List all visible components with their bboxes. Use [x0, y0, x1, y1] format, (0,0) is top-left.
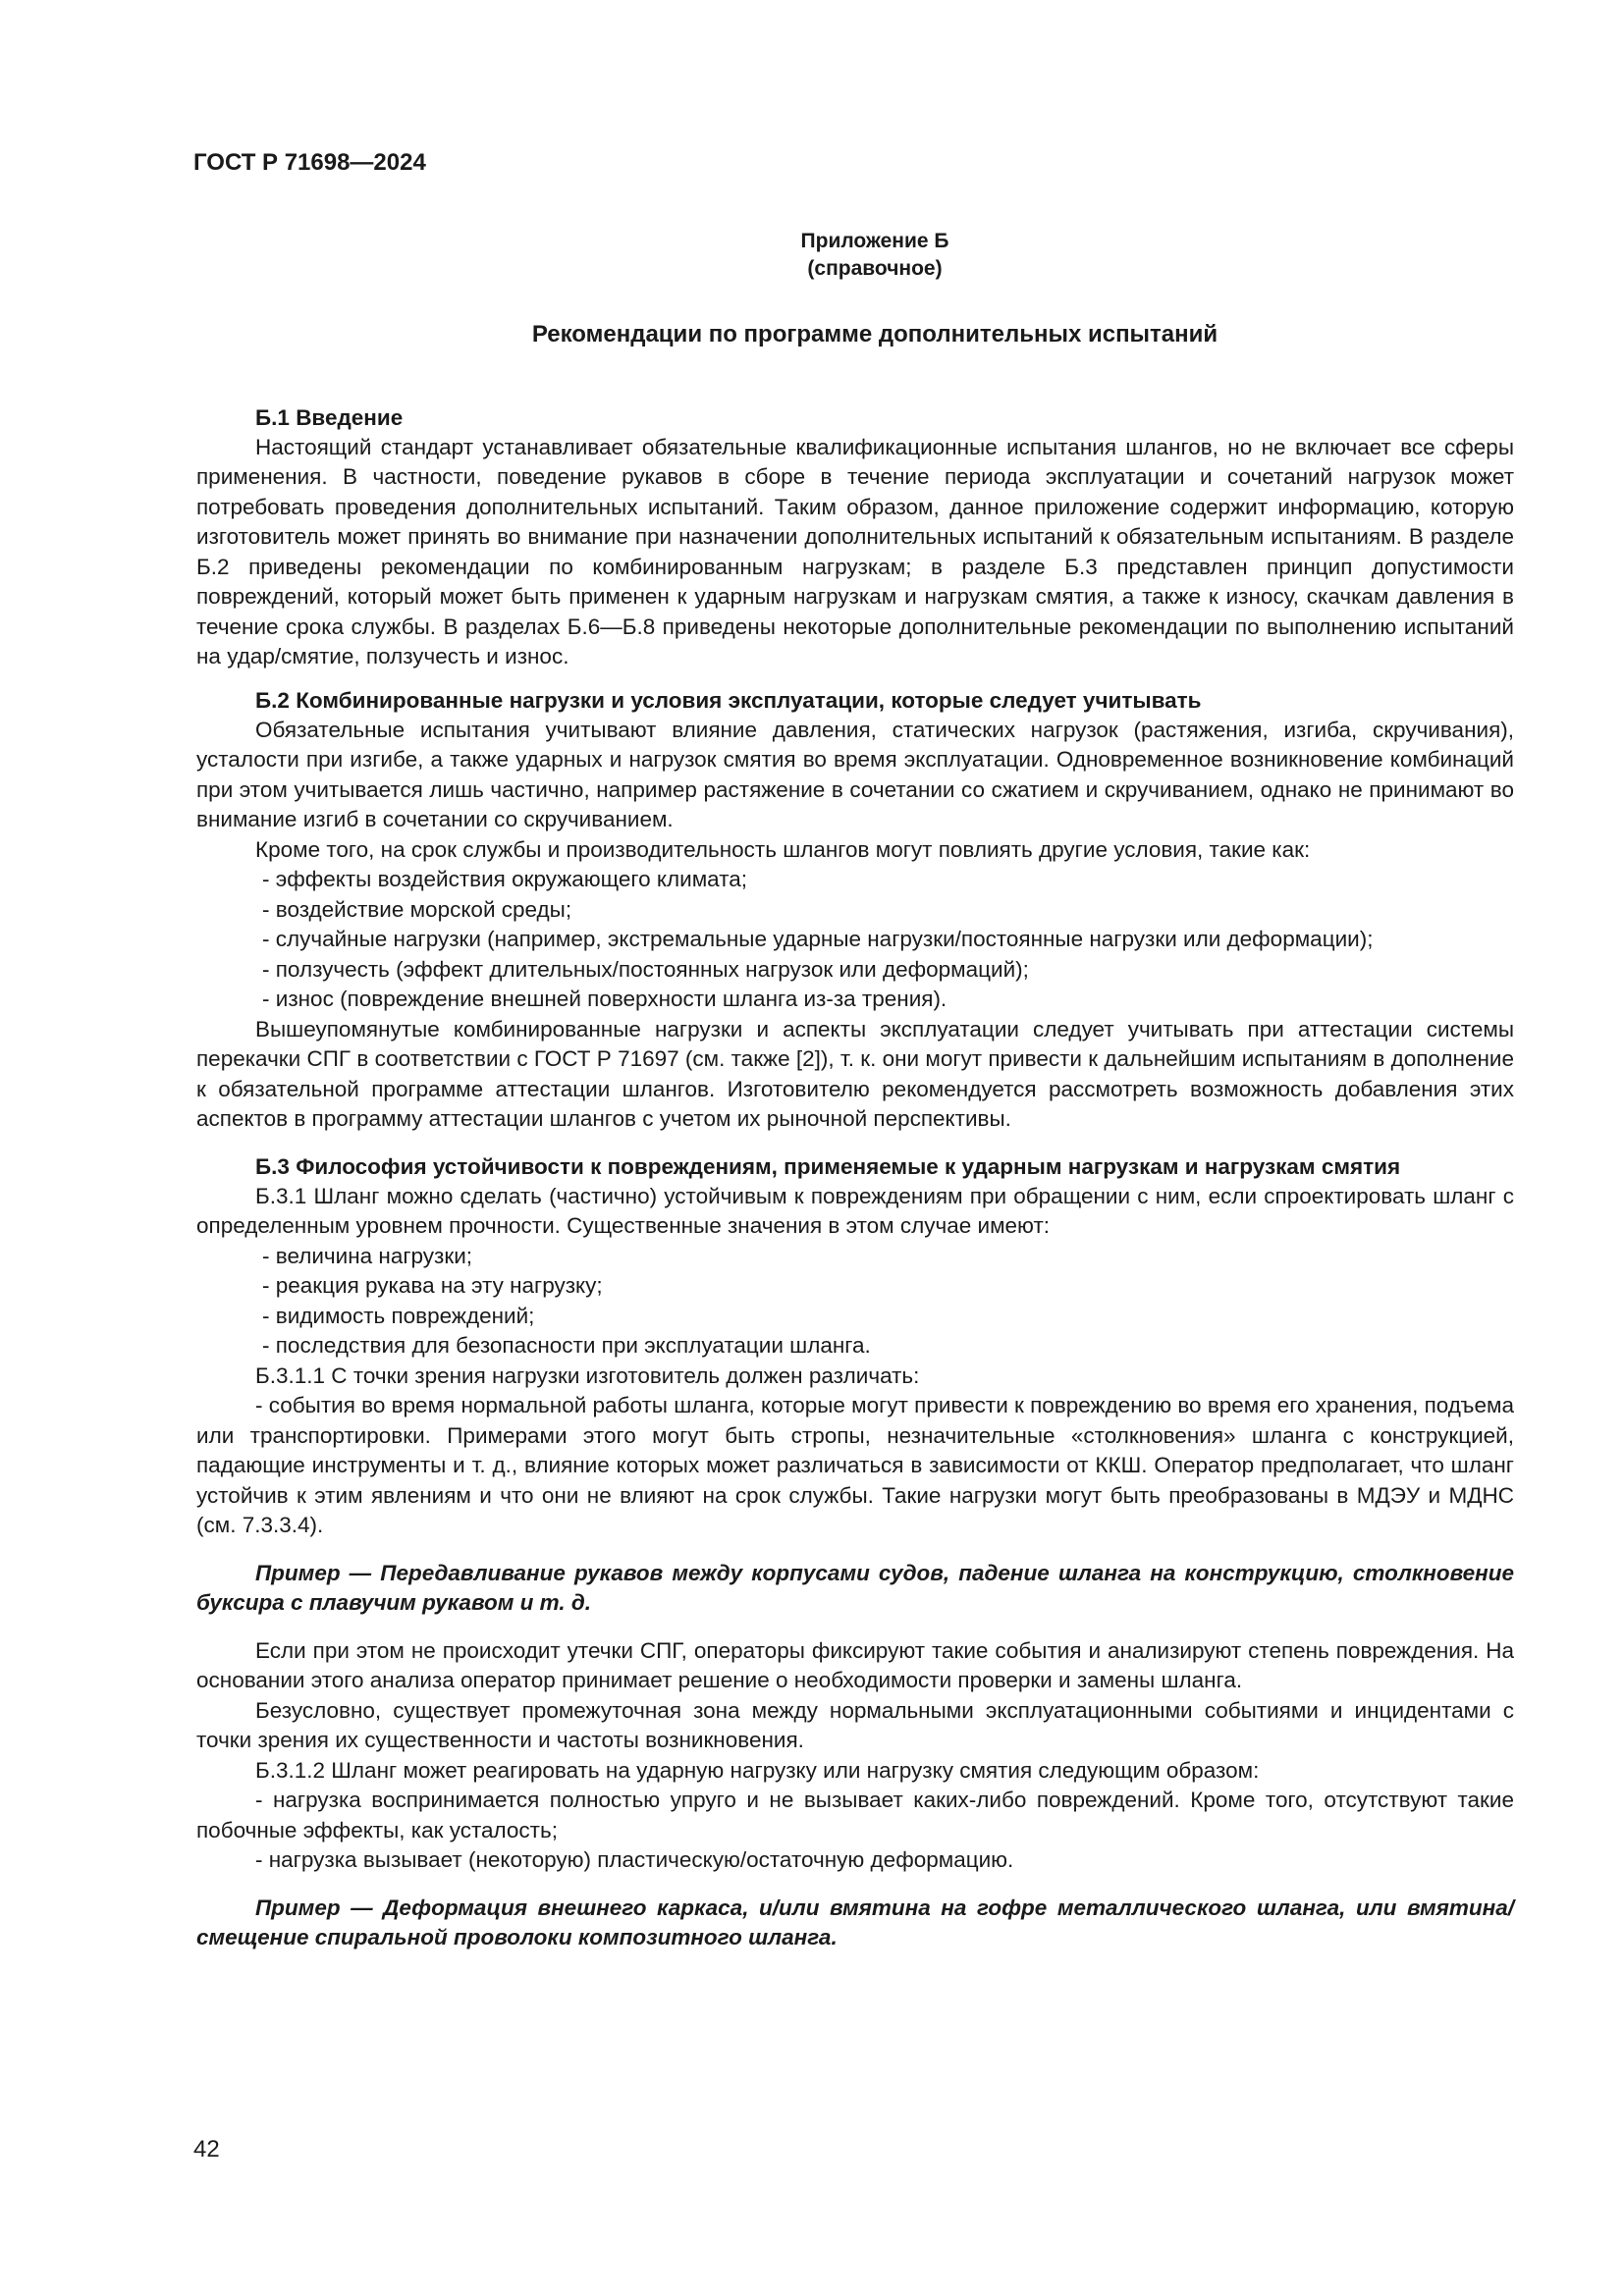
document-code: ГОСТ Р 71698—2024	[193, 149, 426, 176]
section-b2-paragraph-2: Кроме того, на срок службы и производительность шлангов могут повлиять другие условия, такие как:	[255, 836, 1311, 862]
list-item: - последствия для безопасности при эксплуатации шланга.	[262, 1331, 1514, 1362]
section-b3-list	[196, 1242, 1514, 1362]
list-item: - ползучесть (эффект длительных/постоянных нагрузок или деформаций);	[262, 955, 1514, 986]
section-b3-heading: Б.3 Философия устойчивости к повреждениям, применяемые к ударным нагрузкам и нагрузкам смятия	[255, 1153, 1401, 1179]
list-item: - износ (повреждение внешней поверхности шланга из-за трения).	[262, 985, 1514, 1015]
section-b2-list	[196, 865, 1514, 1015]
section-b3-paragraph-8: - нагрузка вызывает (некоторую) пластическую/остаточную деформацию.	[255, 1847, 1014, 1872]
list-item: - реакция рукава на эту нагрузку;	[262, 1271, 1514, 1302]
appendix-label: Приложение Б	[800, 230, 949, 252]
section-b2-heading: Б.2 Комбинированные нагрузки и условия эксплуатации, которые следует учитывать	[255, 687, 1202, 713]
list-item: - эффекты воздействия окружающего климата;	[262, 865, 1514, 895]
section-b3-paragraph-2: Б.3.1.1 С точки зрения нагрузки изготовитель должен различать:	[255, 1362, 920, 1388]
section-b3-paragraph-4: Если при этом не происходит утечки СПГ, операторы фиксируют такие события и анализируют степень повреждения. На основании этого анализа оператор принимает решение о необходимости проверки и замены шланга.	[196, 1637, 1514, 1692]
section-b3-paragraph-5: Безусловно, существует промежуточная зона между нормальными эксплуатационными событиями и инцидентами с точки зрения их существенности и частоты возникновения.	[196, 1697, 1514, 1752]
appendix-type: (справочное)	[807, 257, 943, 280]
example-2: Пример — Деформация внешнего каркаса, и/или вмятина на гофре металлического шланга, или вмятина/смещение спиральной проволоки композитного шланга.	[196, 1895, 1514, 1949]
appendix-title: Рекомендации по программе дополнительных испытаний	[531, 321, 1218, 347]
section-b2-paragraph-3: Вышеупомянутые комбинированные нагрузки и аспекты эксплуатации следует учитывать при аттестации системы перекачки СПГ в соответствии с ГОСТ Р 71697 (см. также [2]), т. к. они могут привести к дальнейшим испытаниям в дополнение к обязательной программе аттестации шлангов. Изготовителю рекомендуется рассмотреть возможность добавления этих аспектов в программу аттестации шлангов с учетом их рыночной перспективы.	[196, 1016, 1514, 1131]
page-content	[196, 228, 1514, 1971]
page-number: 42	[193, 2136, 220, 2163]
section-b2-paragraph-1: Обязательные испытания учитывают влияние давления, статических нагрузок (растяжения, изгиба, скручивания), усталости при изгибе, а также ударных и нагрузок смятия во время эксплуатации. Одновременное возникновение комбинаций при этом учитывается лишь частично, например растяжение в сочетании со сжатием и скручиванием, однако не принимают во внимание изгиб в сочетании со скручиванием.	[196, 717, 1514, 831]
list-item: - видимость повреждений;	[262, 1302, 1514, 1332]
list-item: - воздействие морской среды;	[262, 895, 1514, 926]
section-b1-heading: Б.1 Введение	[255, 404, 404, 430]
list-item: - случайные нагрузки (например, экстремальные ударные нагрузки/постоянные нагрузки или деформации);	[262, 925, 1514, 955]
section-b3-paragraph-3: - события во время нормальной работы шланга, которые могут привести к повреждению во время его хранения, подъема или транспортировки. Примерами этого могут быть стропы, незначительные «столкновения» шланга с конструкцией, падающие инструменты и т. д., влияние которых может различаться в зависимости от ККШ. Оператор предполагает, что шланг устойчив к этим явлениям и что они не влияют на срок службы. Такие нагрузки могут быть преобразованы в МДЭУ и МДНС (см. 7.3.3.4).	[196, 1393, 1514, 1537]
list-item: - величина нагрузки;	[262, 1242, 1514, 1272]
example-1: Пример — Передавливание рукавов между корпусами судов, падение шланга на конструкцию, столкновение буксира с плавучим рукавом и т. д.	[196, 1560, 1514, 1615]
section-b1-paragraph: Настоящий стандарт устанавливает обязательные квалификационные испытания шлангов, но не включает все сферы применения. В частности, поведение рукавов в сборе в течение периода эксплуатации и сочетаний нагрузок может потребовать проведения дополнительных испытаний. Таким образом, данное приложение содержит информацию, которую изготовитель может принять во внимание при назначении дополнительных испытаний к обязательным испытаниям. В разделе Б.2 приведены рекомендации по комбинированным нагрузкам; в разделе Б.3 представлен принцип допустимости повреждений, который может быть применен к ударным нагрузкам и нагрузкам смятия, а также к износу, скачкам давления в течение срока службы. В разделах Б.6—Б.8 приведены некоторые дополнительные рекомендации по выполнению испытаний на удар/смятие, ползучесть и износ.	[196, 434, 1514, 668]
section-b3-paragraph-7: - нагрузка воспринимается полностью упруго и не вызывает каких-либо повреждений. Кроме того, отсутствуют такие побочные эффекты, как усталость;	[196, 1788, 1514, 1842]
section-b3-paragraph-6: Б.3.1.2 Шланг может реагировать на ударную нагрузку или нагрузку смятия следующим образом:	[255, 1757, 1260, 1783]
section-b3-paragraph-1: Б.3.1 Шланг можно сделать (частично) устойчивым к повреждениям при обращении с ним, если спроектировать шланг с определенным уровнем прочности. Существенные значения в этом случае имеют:	[196, 1183, 1514, 1238]
